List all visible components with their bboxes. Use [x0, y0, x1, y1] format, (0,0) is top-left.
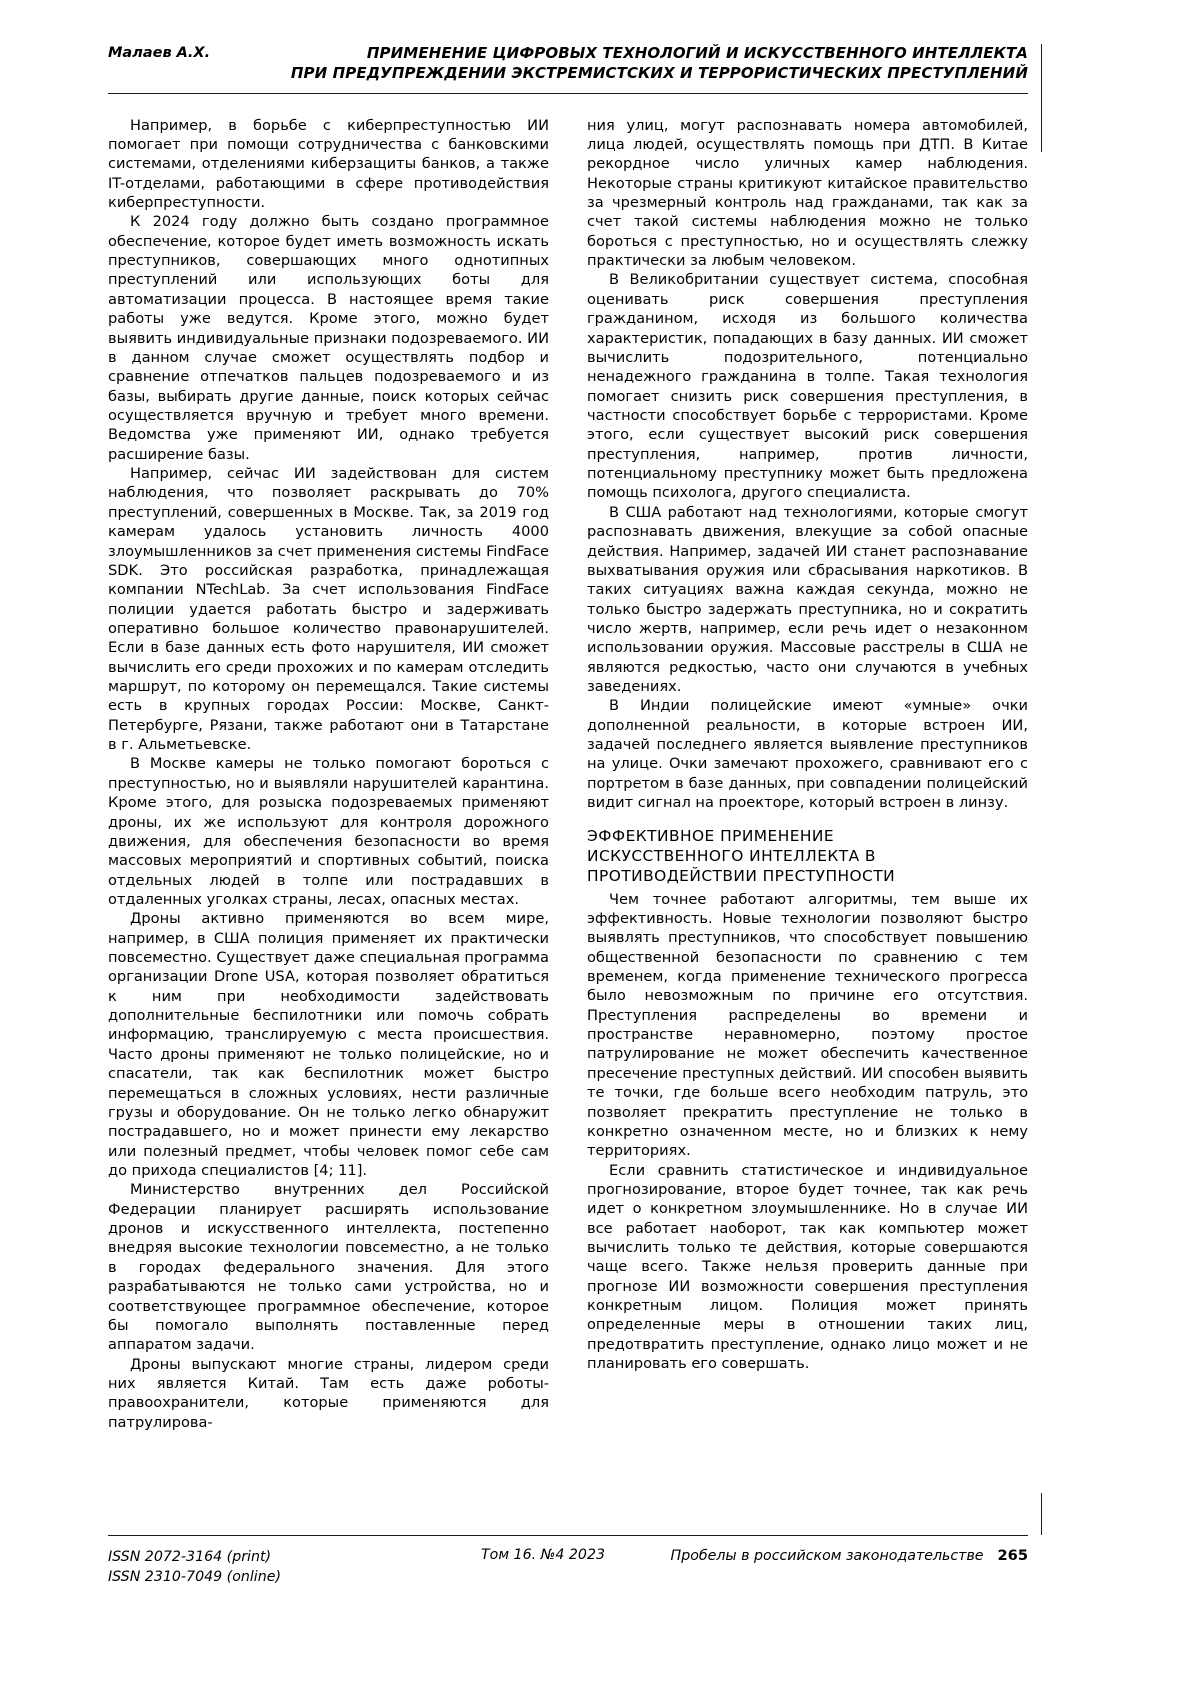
section-heading-line1: ЭФФЕКТИВНОЕ ПРИМЕНЕНИЕ: [587, 826, 835, 845]
journal-name: Пробелы в российском законодательстве: [670, 1548, 984, 1564]
paragraph: Дроны выпускают многие страны, лидером среди них является Китай. Там есть даже роботы-правоохранители, которые применяются для патрулирова-: [108, 1355, 549, 1431]
issn-print: ISSN 2072-3164 (print): [108, 1549, 272, 1565]
paragraph: В Индии полицейские имеют «умные» очки дополненной реальности, в которые встроен ИИ, задачей последнего является выявление преступников на улице. Очки замечают прохожего, сравнивают его с портретом в базе данных, при совпадении полицейский видит сигнал на проекторе, который встроен в линзу.: [587, 697, 1028, 812]
running-head: [108, 44, 1028, 84]
issn-online: ISSN 2310-7049 (online): [108, 1569, 281, 1586]
section-heading-line3: ПРОТИВОДЕЙСТВИИ ПРЕСТУПНОСТИ: [587, 866, 896, 885]
page-footer: [108, 1535, 1028, 1587]
paragraph: Дроны активно применяются во всем мире, например, в США полиция применяет их практически повсеместно. Существует даже специальная программа организации Drone USA, которая позволяет обратиться к ним при необходимости задействовать дополнительные беспилотники или помочь собрать информацию, транслируемую с места происшествия. Часто дроны применяют не только полицейские, но и спасатели, так как беспилотник может быстро перемещаться в сложных условиях, нести различные грузы и оборудование. Он не только легко обнаружит пострадавшего, но и может принести ему лекарство или полезный предмет, чтобы человек помог себе сам до прихода специалистов [4; 11].: [108, 910, 549, 1179]
paragraph: Министерство внутренних дел Российской Федерации планирует расширять использование дронов и искусственного интеллекта, постепенно внедряя высокие технологии повсеместно, а не только в городах федерального значения. Для этого разрабатываются не только сами устройства, но и соответствующее программное обеспечение, которое бы помогало выполнять поставленные перед аппаратом задачи.: [108, 1181, 549, 1354]
footer-row: [108, 1547, 1028, 1587]
paragraph: ния улиц, могут распознавать номера автомобилей, лица людей, осуществлять помощь при ДТП. В Китае рекордное число уличных камер наблюдения. Некоторые страны критикуют китайское правительство за чрезмерный контроль над гражданами, так как за счет такой системы наблюдения можно не только бороться с преступностью, но и осуществлять слежку практически за любым человеком.: [587, 116, 1028, 270]
paragraph: В Москве камеры не только помогают бороться с преступностью, но и выявляли нарушителей карантина. Кроме этого, для розыска подозреваемых применяют дроны, их же используют для контроля дорожного движения, для обеспечения безопасности во время массовых мероприятий и спортивных событий, поиска отдельных людей в толпе или пострадавших в отдаленных уголках страны, лесах, опасных местах.: [108, 755, 549, 908]
paragraph: Чем точнее работают алгоритмы, тем выше их эффективность. Новые технологии позволяют быстро выявлять преступников, что способствует повышению общественной безопасности по сравнению с тем временем, когда применение технического прогресса было невозможным по причине его отсутствия. Преступления распределены во времени и пространстве неравномерно, поэтому простое патрулирование не может обеспечить качественное пресечение преступных действий. ИИ способен выявить те точки, где больше всего необходим патруль, это позволяет прекратить преступление не только в конкретно означенном месте, но и близких к нему территориях.: [587, 890, 1028, 1160]
running-head-title: [228, 44, 1028, 84]
section-heading: [587, 826, 1028, 886]
two-column-body: [108, 116, 1028, 1432]
paragraph: Например, сейчас ИИ задействован для систем наблюдения, что позволяет раскрывать до 70% преступлений, совершенных в Москве. Так, за 2019 год камерам удалось установить личность 4000 злоумышленников за счет применения системы FindFace SDK. Это российская разработка, принадлежащая компании NTechLab. За счет использования FindFace полиции удается работать быстро и задерживать оперативно большое количество правонарушителей. Если в базе данных есть фото нарушителя, ИИ сможет вычислить его среди прохожих и по камерам отследить маршрут, по которому он перемещался. Такие системы есть в крупных городах России: Москве, Санкт-Петербурге, Рязани, также работают они в Татарстане в г. Альметьевске.: [108, 465, 549, 754]
header-divider: [108, 93, 1028, 94]
page-number: 265: [997, 1547, 1028, 1564]
footer-side-rule: [1041, 1493, 1042, 1535]
running-head-title-line2: ПРИ ПРЕДУПРЕЖДЕНИИ ЭКСТРЕМИСТСКИХ И ТЕРРОРИСТИЧЕСКИХ ПРЕСТУПЛЕНИЙ: [290, 63, 1028, 82]
right-column: [587, 116, 1028, 1432]
paragraph: В Великобритании существует система, способная оценивать риск совершения преступления гражданином, исходя из большого количества характеристик, попадающих в базу данных. ИИ сможет вычислить подозрительного, потенциально ненадежного гражданина в толпе. Такая технология помогает снизить риск совершения преступления, в частности способствует борьбе с террористами. Кроме этого, если существует высокий риск совершения преступления, например, против личности, потенциальному преступнику может быть предложена помощь психолога, другого специалиста.: [587, 271, 1028, 502]
running-head-title-line1: ПРИМЕНЕНИЕ ЦИФРОВЫХ ТЕХНОЛОГИЙ И ИСКУССТВЕННОГО ИНТЕЛЛЕКТА: [366, 44, 1028, 62]
paragraph: В США работают над технологиями, которые смогут распознавать движения, влекущие за собой опасные действия. Например, задачей ИИ станет распознавание выхватывания оружия или сбрасывания наркотиков. В таких ситуациях важна каждая секунда, можно не только быстро задержать преступника, но и сократить число жертв, например, если речь идет о незаконном использовании оружия. Массовые расстрелы в США не являются редкостью, часто они случаются в учебных заведениях.: [587, 503, 1028, 696]
paragraph: Например, в борьбе с киберпреступностью ИИ помогает при помощи сотрудничества с банковскими системами, отделениями киберзащиты банков, а также IT-отделами, работающими в сфере противодействия киберпреступности.: [108, 116, 549, 212]
page-content: [108, 44, 1028, 1432]
running-head-author: Малаев А.Х.: [108, 45, 211, 61]
journal-name-and-page: [658, 1547, 1028, 1564]
header-side-rule: [1041, 44, 1042, 152]
paragraph: Если сравнить статистическое и индивидуальное прогнозирование, второе будет точнее, так как речь идет о конкретном злоумышленнике. Но в случае ИИ все работает наоборот, так как компьютер может вычислить только те действия, которые совершаются чаще всего. Также нельзя проверить данные при прогнозе ИИ возможности совершения преступления конкретным лицом. Полиция может принять определенные меры в отношении таких лиц, предотвратить преступление, однако лицо может и не планировать его совершать.: [587, 1161, 1028, 1373]
section-heading-line2: ИСКУССТВЕННОГО ИНТЕЛЛЕКТА В: [587, 846, 876, 865]
paragraph: К 2024 году должно быть создано программное обеспечение, которое будет иметь возможность искать преступников, совершающих много однотипных преступлений или использующих боты для автоматизации процесса. В настоящее время такие работы уже ведутся. Кроме этого, можно будет выявить индивидуальные признаки подозреваемого. ИИ в данном случае сможет осуществлять подбор и сравнение отпечатков пальцев подозреваемого и из базы, выбирать другие данные, поиск которых сейчас осуществляется вручную и требует много времени. Ведомства уже применяют ИИ, однако требуется расширение базы.: [108, 213, 549, 463]
footer-divider: [108, 1535, 1028, 1536]
volume-info: Том 16. №4 2023: [480, 1547, 606, 1563]
issn-block: [108, 1547, 408, 1587]
left-column: [108, 116, 549, 1432]
